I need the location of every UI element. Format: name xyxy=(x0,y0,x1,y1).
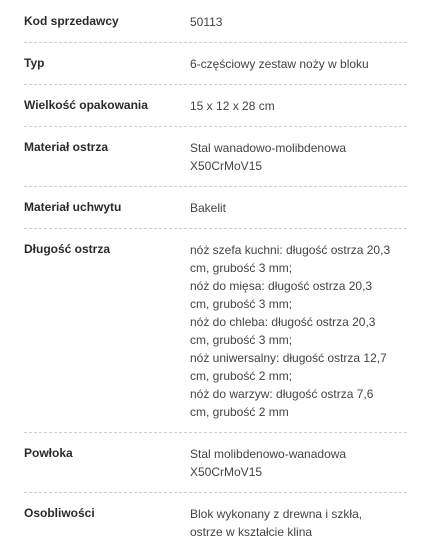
spec-row-features xyxy=(24,493,407,552)
spec-row-handle-material xyxy=(24,187,407,229)
spec-value: Stal molibdenowo-wanadowa X50CrMoV15 xyxy=(190,447,347,479)
spec-value: nóż szefa kuchni: długość ostrza 20,3 cm, grubość 3 mm; nóż do mięsa: długość ostrza 20,3 cm, grubość 3 mm; nóż do chleba: długość ostrza 20,3 cm, grubość 3 mm; nóż uniwersalny: długość ostrza 12,7 cm, grubość 2 mm; nóż do warzyw: długość ostrza 7,6 cm, grubość 2 mm xyxy=(190,243,391,419)
spec-value: 15 x 12 x 28 cm xyxy=(190,99,275,113)
spec-value: 50113 xyxy=(190,15,223,29)
spec-key: Powłoka xyxy=(24,446,73,460)
spec-row-blade-length xyxy=(24,229,407,433)
spec-key: Materiał ostrza xyxy=(24,140,109,154)
spec-value: 6-częściowy zestaw noży w bloku xyxy=(190,57,369,71)
spec-value: Blok wykonany z drewna i szkła, ostrze w kształcie klina xyxy=(190,507,363,539)
spec-key: Długość ostrza xyxy=(24,242,111,256)
spec-key: Wielkość opakowania xyxy=(24,98,148,112)
spec-key: Kod sprzedawcy xyxy=(24,14,119,28)
spec-row-type xyxy=(24,43,407,85)
spec-value: Stal wanadowo-molibdenowa X50CrMoV15 xyxy=(190,141,347,173)
spec-key: Materiał uchwytu xyxy=(24,200,122,214)
spec-row-blade-material xyxy=(24,127,407,187)
spec-key: Typ xyxy=(24,56,45,70)
spec-row-seller-code xyxy=(24,0,407,43)
spec-row-package-size xyxy=(24,85,407,127)
spec-key: Osobliwości xyxy=(24,506,95,520)
spec-row-coating xyxy=(24,433,407,493)
spec-value: Bakelit xyxy=(190,201,227,215)
